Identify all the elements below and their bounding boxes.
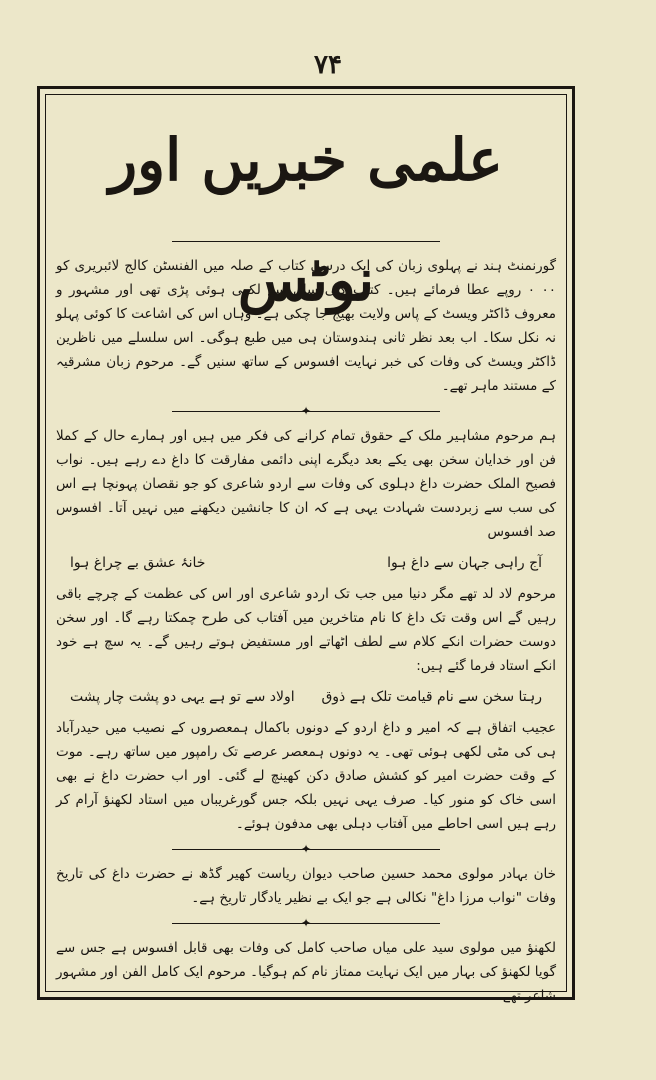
page-title: علمی خبریں اور نوٹس	[109, 126, 503, 314]
page-number: ۷۴	[314, 50, 342, 80]
ornament-icon: ✦	[300, 842, 312, 856]
news-paragraph-dagh-legacy: مرحوم لاد لد تھے مگر دنیا میں جب تک اردو شاعری اور اس کی عظمت کے چرچے باقی رہیں گے اس وقت تک داغ کا نام متاخرین میں آفتاب کی طرح چمکتا رہے گا۔ اور سخن دوست حضرات انکے کلام سے لطف اٹھاتے اور مستفیض ہوتے رہیں گے۔ یہ سچ ہے خود انکے استاد فرما گئے ہیں:	[56, 586, 556, 674]
section-divider	[52, 916, 560, 930]
news-paragraph-tarikh: خان بہادر مولوی محمد حسین صاحب دیوان ریاست کھیر گڈھ نے حضرت داغ کی تاریخ وفات "نواب مرزا داغ" نکالی ہے جو ایک بے نظیر یادگار تاریخ ہے۔	[56, 866, 556, 906]
hemistich-first: رہتا سخن سے نام قیامت تلک ہے ذوق	[321, 689, 542, 705]
article-body	[52, 100, 560, 1004]
news-paragraph-dagh-obituary: ہم مرحوم مشاہیر ملک کے حقوق تمام کرانے کی فکر میں ہیں اور ہمارے حال کے کملا فن اور خدایان سخن بھی یکے بعد دیگرے اپنی دائمی مفارقت کا داغ دے رہے ہیں۔ نواب فصیح الملک حضرت داغ دہلوی کی وفات سے اردو شاعری کو جو نقصان پہونچا ہے اس کی سب سے زبردست شہادت یہی ہے کہ ان کا جانشین دیکھنے میں نہیں آتا۔ افسوس صد افسوس	[56, 428, 556, 540]
news-paragraph-ameer-dagh: عجیب اتفاق ہے کہ امیر و داغ اردو کے دونوں باکمال ہمعصروں کے نصیب میں حیدرآباد ہی کی مٹی لکھی ہوئی تھی۔ یہ دونوں ہمعصر عرصے تک رامپور میں ساتھ رہے۔ موت کے وقت حضرت امیر کو کشش صادق دکن کھینچ لے گئی۔ اور اب حضرت داغ نے بھی اسی خاک کو منور کیا۔ صرف یہی نہیں بلکہ جس گورغریباں میں استاد لکھنؤ آرام کر رہے ہیں اسی احاطے میں آفتاب دہلی بھی مدفون ہوئے۔	[56, 720, 556, 832]
couplet	[70, 684, 542, 710]
section-divider	[52, 404, 560, 418]
couplet	[70, 550, 542, 576]
divider-line	[172, 241, 440, 242]
hemistich-second: خانۂ عشق بے چراغ ہوا	[70, 555, 206, 571]
ornament-icon: ✦	[300, 916, 312, 930]
section-divider	[52, 842, 560, 856]
news-paragraph-kamil-obituary: لکھنؤ میں مولوی سید علی میاں صاحب کامل کی وفات بھی قابل افسوس ہے جس سے گویا لکھنؤ کی بہار میں ایک نہایت ممتاز نام کم ہوگیا۔ مرحوم ایک کامل الفن اور مشہور شاعر تھے۔	[56, 940, 556, 1004]
news-paragraph-pahlavi-book: گورنمنٹ ہند نے پہلوی زبان کی ایک درسی کتاب کے صلہ میں الفنسٹن کالج لائبریری کو ۰۰ ۰ روپے عطا فرمائے ہیں۔ کتاب کئی سال سے لکھی ہوئی پڑی تھی اور مشہور و معروف ڈاکٹر ویسٹ کے پاس ولایت بھیج جا چکی ہے۔ وہاں اس کی اشاعت کا کوئی پہلو نہ نکل سکا۔ اب بعد نظر ثانی ہندوستان ہی میں طبع ہوگی۔ اس سلسلے میں ناظرین ڈاکٹر ویسٹ کی وفات کی خبر نہایت افسوس کے ساتھ سنیں گے۔ مرحوم زبان مشرقیہ کے مستند ماہر تھے۔	[56, 258, 556, 394]
hemistich-first: آج راہی جہان سے داغ ہوا	[387, 555, 542, 571]
ornament-icon: ✦	[300, 404, 312, 418]
hemistich-second: اولاد سے تو ہے یہی دو پشت چار پشت	[70, 689, 295, 705]
section-divider	[52, 234, 560, 248]
